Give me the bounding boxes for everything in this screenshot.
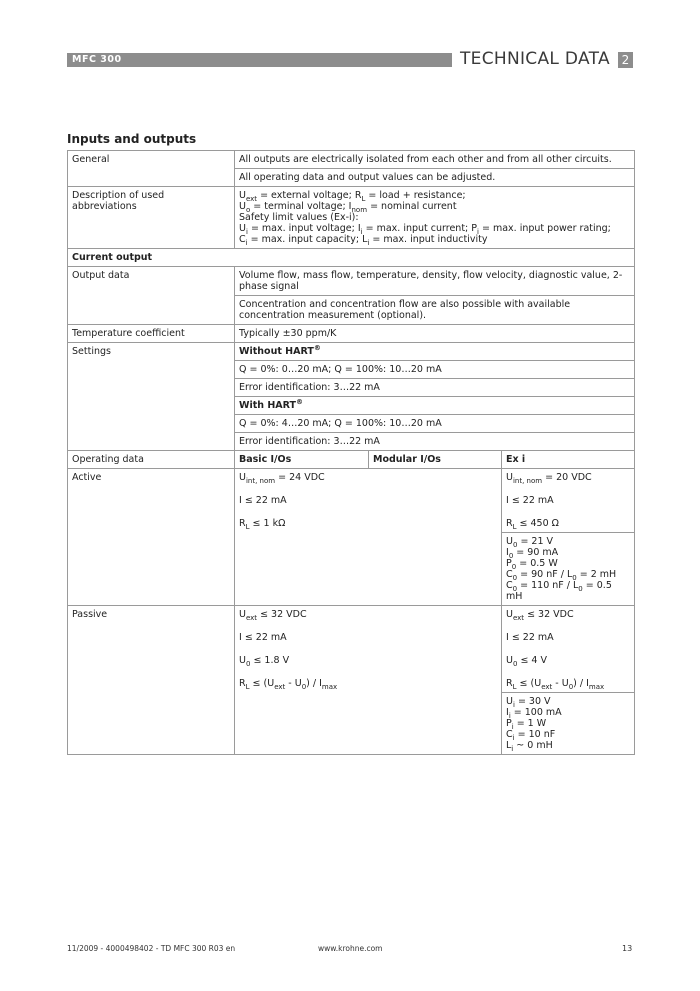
table-row — [68, 451, 635, 469]
chapter-title: TECHNICAL DATA — [460, 49, 610, 69]
row-label-general: General — [68, 151, 235, 187]
general-isolation-text: All outputs are electrically isolated from each other and from all other circuits. — [235, 151, 635, 169]
table-row — [68, 469, 635, 533]
table-row — [68, 249, 635, 267]
active-exi-safety-limits: $U_0 = 21$ V $I_0 = 90$ mA $P_0 = 0.5$ W $C_0 = 90$ nF / $L_0 = 2$ mH $C_0 = 110$ nF / $L_0 = 0.5$ mH — [502, 533, 635, 606]
footer-website: www.krohne.com — [318, 944, 383, 953]
passive-basic-values: $U_{ext} \le 32$ VDC I ≤ 22 mA $U_0 \le 1.8$ V $R_L \le (U_{ext} - U_0) / I_{max}$ — [235, 606, 502, 755]
table-row — [68, 343, 635, 361]
row-label-abbreviations: Description of used abbreviations — [68, 187, 235, 249]
section-title: Inputs and outputs — [67, 132, 197, 146]
footer-doc-id: 11/2009 - 4000498402 - TD MFC 300 R03 en — [67, 944, 236, 953]
without-hart-heading: Without HART® — [235, 343, 635, 361]
with-hart-range: Q = 0%: 4…20 mA; Q = 100%: 10…20 mA — [235, 415, 635, 433]
header-bar — [67, 53, 452, 67]
temp-coefficient-value: Typically ±30 ppm/K — [235, 325, 635, 343]
table-row — [68, 187, 635, 249]
product-name: MFC 300 — [72, 54, 122, 65]
page-number: 13 — [622, 944, 633, 953]
row-label-passive: Passive — [68, 606, 235, 755]
col-header-basic: Basic I/Os — [235, 451, 369, 469]
active-exi-values: $U_{int, nom} = 20$ VDC I ≤ 22 mA $R_L \le 450$ Ω — [502, 469, 635, 533]
row-label-active: Active — [68, 469, 235, 606]
with-hart-error: Error identification: 3…22 mA — [235, 433, 635, 451]
with-hart-heading: With HART® — [235, 397, 635, 415]
row-label-output-data: Output data — [68, 267, 235, 325]
chapter-number: 2 — [618, 52, 633, 68]
inputs-outputs-table — [67, 150, 635, 755]
table-row — [68, 267, 635, 296]
without-hart-range: Q = 0%: 0…20 mA; Q = 100%: 10…20 mA — [235, 361, 635, 379]
abbreviations-cell: $U_{ext}$ = external voltage; $R_L$ = load + resistance; $U_o$ = terminal voltage; $I_{nom}$ = nominal current Safety limit values (Ex-i): $U_i = \max$. input voltage; $I_i = \max$. input current; $P_i = \max$. input power rating; $C_i = \max$. input capacity; $L_i = \max$. input inductivity — [235, 187, 635, 249]
general-adjust-text: All operating data and output values can be adjusted. — [235, 169, 635, 187]
row-label-operating-data: Operating data — [68, 451, 235, 469]
output-data-measurands: Volume flow, mass flow, temperature, density, flow velocity, diagnostic value, 2-phase signal — [235, 267, 635, 296]
table-row — [68, 606, 635, 693]
table-row — [68, 325, 635, 343]
row-label-temp-coefficient: Temperature coefficient — [68, 325, 235, 343]
without-hart-error: Error identification: 3…22 mA — [235, 379, 635, 397]
active-basic-values: $U_{int, nom} = 24$ VDC I ≤ 22 mA $R_L \le 1$ kΩ — [235, 469, 502, 606]
passive-exi-safety-limits: $U_i = 30$ V $I_i = 100$ mA $P_i = 1$ W $C_i = 10$ nF $L_i$ ~ 0 mH — [502, 693, 635, 755]
passive-exi-values: $U_{ext} \le 32$ VDC I ≤ 22 mA $U_0 \le 4$ V $R_L \le (U_{ext} - U_0) / I_{max}$ — [502, 606, 635, 693]
col-header-exi: Ex i — [502, 451, 635, 469]
output-data-concentration: Concentration and concentration flow are also possible with available concentration measurement (optional). — [235, 296, 635, 325]
table-row — [68, 151, 635, 169]
row-label-settings: Settings — [68, 343, 235, 451]
current-output-heading: Current output — [68, 249, 635, 267]
col-header-modular: Modular I/Os — [369, 451, 502, 469]
